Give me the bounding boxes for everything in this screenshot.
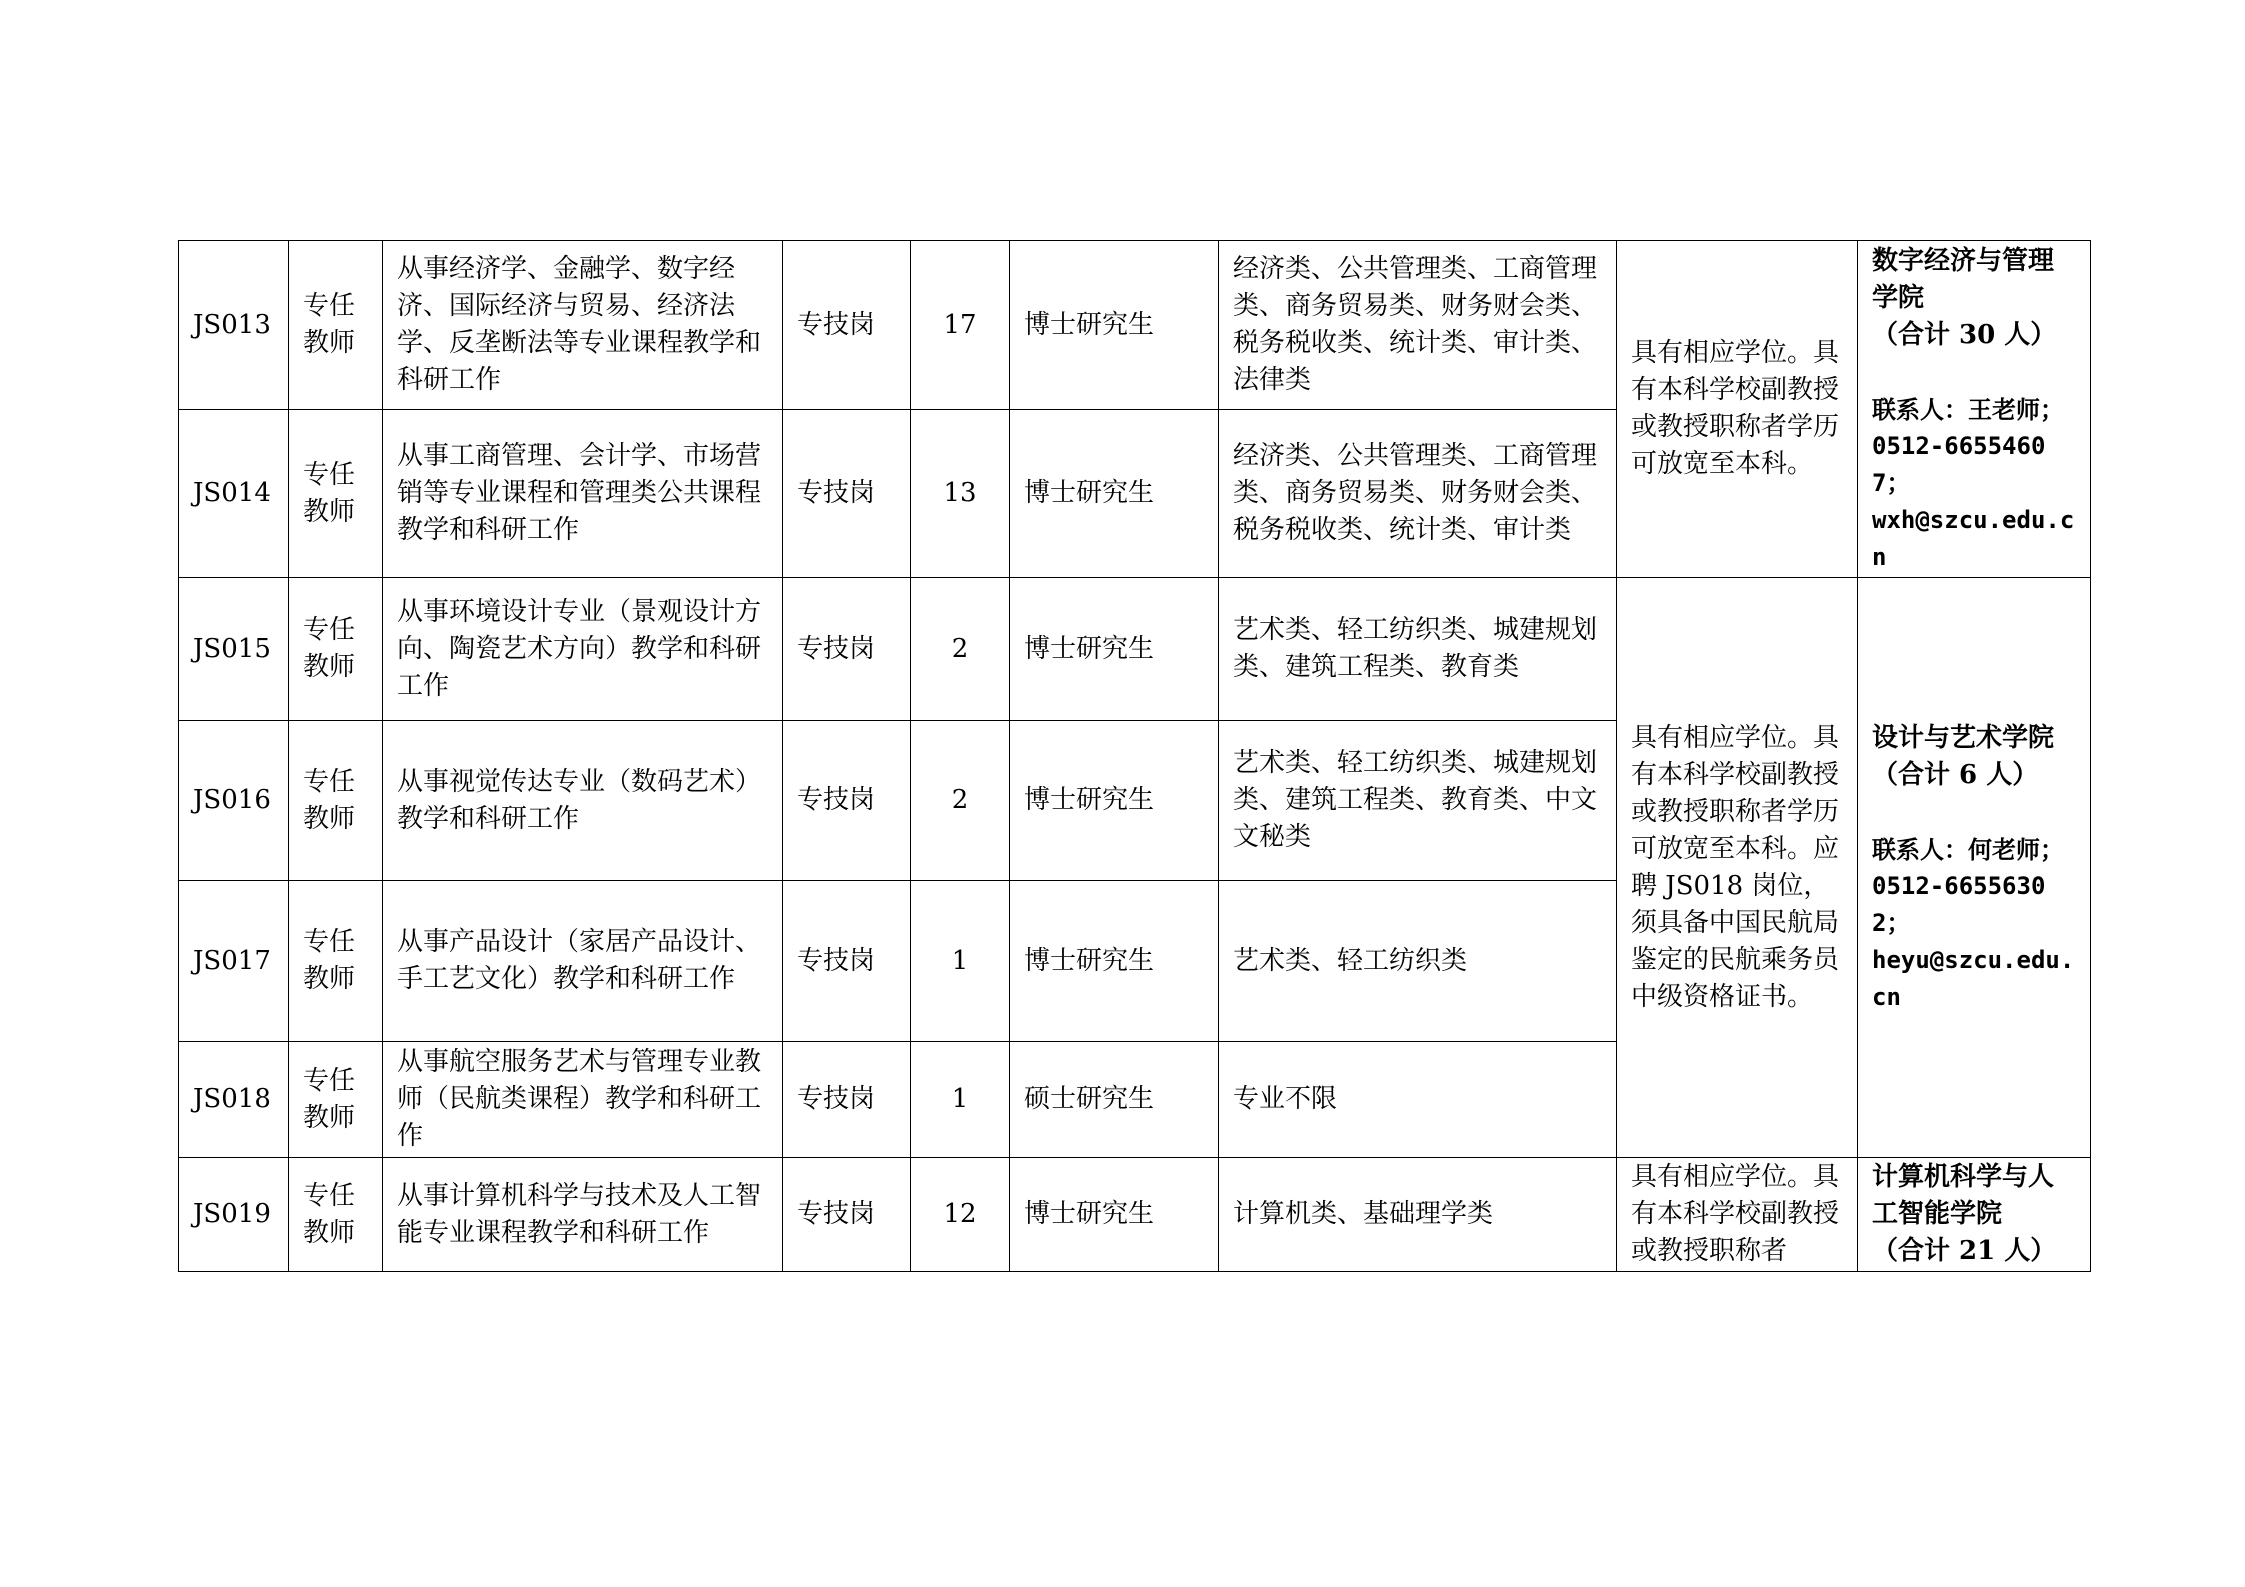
post-code: JS013: [179, 241, 289, 410]
table-row: [179, 1158, 2091, 1272]
post-duty: 从事产品设计（家居产品设计、手工艺文化）教学和科研工作: [383, 881, 783, 1042]
recruitment-table: [178, 240, 2091, 1272]
contact-person: 联系人：何老师；: [1872, 834, 2064, 864]
post-major: 艺术类、轻工纺织类: [1219, 881, 1617, 1042]
post-category: 专技岗: [783, 241, 911, 410]
spacer: [1872, 354, 2076, 391]
post-duty: 从事视觉传达专业（数码艺术）教学和科研工作: [383, 721, 783, 881]
post-education: 博士研究生: [1010, 881, 1219, 1042]
post-count: 1: [911, 881, 1010, 1042]
post-count: 2: [911, 721, 1010, 881]
post-major: 艺术类、轻工纺织类、城建规划类、建筑工程类、教育类: [1219, 578, 1617, 721]
post-major: 经济类、公共管理类、工商管理类、商务贸易类、财务财会类、税务税收类、统计类、审计类、法律类: [1219, 241, 1617, 410]
post-count: 12: [911, 1158, 1010, 1272]
post-code: JS014: [179, 410, 289, 578]
contact-phone: 0512-66554607；: [1872, 431, 2046, 497]
post-category: 专技岗: [783, 1158, 911, 1272]
post-code: JS015: [179, 578, 289, 721]
post-major: 专业不限: [1219, 1042, 1617, 1158]
post-count: 13: [911, 410, 1010, 578]
post-type: 专任 教师: [289, 410, 383, 578]
post-code: JS018: [179, 1042, 289, 1158]
post-education: 博士研究生: [1010, 241, 1219, 410]
post-duty: 从事经济学、金融学、数字经济、国际经济与贸易、经济法学、反垄断法等专业课程教学和科研工作: [383, 241, 783, 410]
post-duty: 从事环境设计专业（景观设计方向、陶瓷艺术方向）教学和科研工作: [383, 578, 783, 721]
post-category: 专技岗: [783, 578, 911, 721]
other-requirements: 具有相应学位。具有本科学校副教授或教授职称者学历可放宽至本科。应聘 JS018 岗位，须具备中国民航局鉴定的民航乘务员中级资格证书。: [1617, 578, 1858, 1158]
post-education: 博士研究生: [1010, 410, 1219, 578]
spacer: [1872, 794, 2076, 831]
post-count: 17: [911, 241, 1010, 410]
unit-name: 设计与艺术学院: [1872, 722, 2055, 753]
unit-info: [1858, 241, 2091, 578]
post-category: 专技岗: [783, 881, 911, 1042]
post-code: JS016: [179, 721, 289, 881]
post-code: JS017: [179, 881, 289, 1042]
other-requirements: 具有相应学位。具有本科学校副教授或教授职称者: [1617, 1158, 1858, 1272]
contact-email: wxh@szcu.edu.cn: [1872, 505, 2075, 571]
unit-total: （合计 30 人）: [1872, 319, 2057, 350]
unit-info: [1858, 578, 2091, 1158]
unit-info: [1858, 1158, 2091, 1272]
post-count: 2: [911, 578, 1010, 721]
post-type: 专任 教师: [289, 881, 383, 1042]
unit-total: （合计 6 人）: [1872, 759, 2039, 790]
post-major: 经济类、公共管理类、工商管理类、商务贸易类、财务财会类、税务税收类、统计类、审计类: [1219, 410, 1617, 578]
post-duty: 从事计算机科学与技术及人工智能专业课程教学和科研工作: [383, 1158, 783, 1272]
post-category: 专技岗: [783, 721, 911, 881]
table-row: [179, 578, 2091, 721]
post-type: 专任 教师: [289, 721, 383, 881]
unit-name: 数字经济与管理学院: [1872, 245, 2055, 313]
post-duty: 从事工商管理、会计学、市场营销等专业课程和管理类公共课程教学和科研工作: [383, 410, 783, 578]
contact-phone: 0512-66556302；: [1872, 871, 2046, 937]
post-code: JS019: [179, 1158, 289, 1272]
contact-person: 联系人：王老师；: [1872, 394, 2064, 424]
post-count: 1: [911, 1042, 1010, 1158]
post-education: 博士研究生: [1010, 578, 1219, 721]
post-major: 计算机类、基础理学类: [1219, 1158, 1617, 1272]
post-education: 硕士研究生: [1010, 1042, 1219, 1158]
unit-total: （合计 21 人）: [1872, 1236, 2057, 1266]
post-major: 艺术类、轻工纺织类、城建规划类、建筑工程类、教育类、中文文秘类: [1219, 721, 1617, 881]
other-requirements: 具有相应学位。具有本科学校副教授或教授职称者学历可放宽至本科。: [1617, 241, 1858, 578]
contact-email: heyu@szcu.edu.cn: [1872, 945, 2075, 1011]
post-duty: 从事航空服务艺术与管理专业教师（民航类课程）教学和科研工作: [383, 1042, 783, 1158]
post-education: 博士研究生: [1010, 721, 1219, 881]
post-type: 专任 教师: [289, 241, 383, 410]
post-category: 专技岗: [783, 1042, 911, 1158]
unit-name: 计算机科学与人工智能学院: [1872, 1162, 2055, 1229]
post-category: 专技岗: [783, 410, 911, 578]
table-row: [179, 241, 2091, 410]
post-type: 专任 教师: [289, 578, 383, 721]
post-education: 博士研究生: [1010, 1158, 1219, 1272]
post-type: 专任 教师: [289, 1042, 383, 1158]
post-type: 专任 教师: [289, 1158, 383, 1272]
